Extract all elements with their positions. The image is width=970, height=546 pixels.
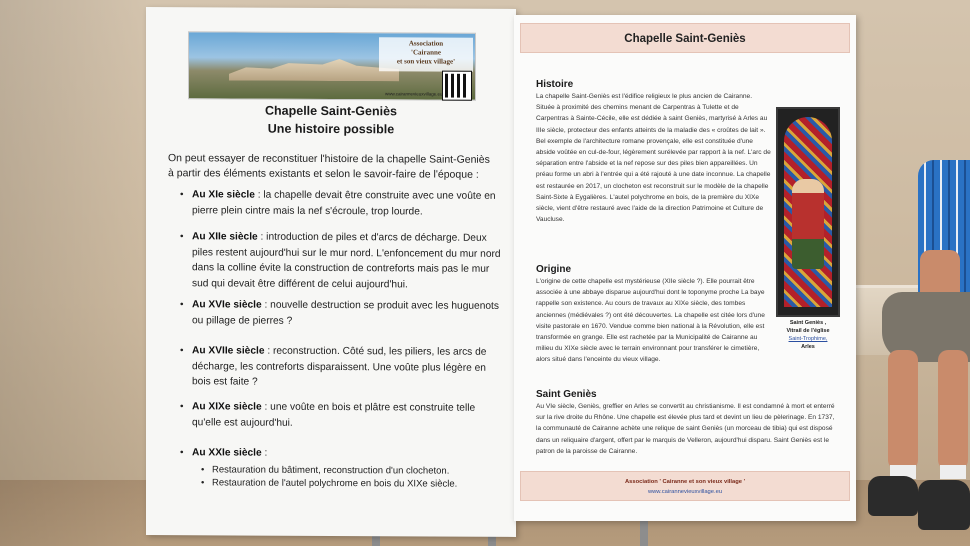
logo-line-2: 'Cairanne — [411, 48, 441, 57]
section-text-origine: L'origine de cette chapelle est mystérieuse (XIIe siècle ?). Elle pourrait être associée à une abbaye disparue aujourd'hui dont le toponyme proche La baye rappelle son existence. Au cours de travaux au XIXe siècle, des tombes anciennes (médiévales ?) ont été découvertes. La chapelle est citée lors d'une visite pastorale en 1670. Vendue comme bien national à la Révolution, elle est transformée en grange. Elle est rachetée par la Municipalité de Cairanne au milieu du XIXe siècle avec le terrain environnant pour transférer le cimetière, alors situé dans l'enceinte du vieux village. — [536, 278, 765, 364]
person-shoe-left — [868, 476, 918, 516]
person-shoe-right — [918, 480, 970, 530]
logo-line-1: Association — [408, 39, 444, 48]
association-logo — [379, 37, 473, 71]
section-title-origine: Origine — [536, 264, 572, 275]
qr-code-icon — [443, 72, 471, 100]
person-leg-right — [938, 350, 968, 470]
right-panel-header: Chapelle Saint-Geniès — [520, 23, 850, 53]
century-item-xvi — [180, 297, 502, 330]
bullet-icon: • — [180, 401, 184, 413]
caption-line-4: Arles — [801, 344, 815, 350]
section-text-saint-genies: Au VIe siècle, Geniès, greffier en Arles se convertit au christianisme. Il est condamné à mort et enterré sur la rive droite du Rhône. Une chapelle est élevée plus tard et devint un lieu de pèlerinage. En 1737, la communauté de Cairanne achète une relique de saint Geniès (un morceau de tibia) qui est disposé dans un reliquaire d'argent, offert par le marquis de Velleron, aujourd'hui disparu. Saint Geniès est le patron de la paroisse de Cairanne. — [536, 403, 835, 455]
stained-glass-photo — [776, 107, 840, 317]
panel-subtitle: Une histoire possible — [267, 121, 395, 137]
xxi-sublist — [212, 463, 502, 492]
left-panel — [146, 7, 516, 537]
section-text-histoire: La chapelle Saint-Geniès est l'édifice religieux le plus ancien de Cairanne. Située à proximité des chemins menant de Carpentras à Tulette et de Carpentras à Sainte-Cécile, elle est dédiée à saint Geniès, martyrisé à Arles au IIIe siècle, protecteur des enfants atteints de la maladie des « croûtes de lait ». Bel exemple de l'architecture romane provençale, elle est constituée d'une abside voûtée en cul-de-four, légèrement surélevée par rapport à la nef. L'arc de séparation entre l'abside et la nef repose sur des piles bien appareillées. Un préau forme un abri à l'entrée qui a été rajouté à une date inconnue. La chapelle est restaurée en 2017, un clocheton est reconstruit sur le modèle de la chapelle Saint-Sixte à Eygalières. L'autel polychrome en bois, de la première du XIXe siècle, vient d'être restauré avec l'aide de la direction Patrimoine et Culture de Vaucluse. — [536, 93, 771, 224]
saint-figure — [792, 179, 824, 269]
wall-shadow — [0, 0, 150, 546]
century-text: : introduction de piles et d'arcs de décharge. Deux piles restent aujourd'hui sur le mur nord. L'enfoncement du mur nord dans la colline évite la construction de contreforts mais pas le mur sud qui devait être différent de celui aujourd'hui. — [192, 231, 501, 290]
right-panel — [514, 15, 856, 521]
century-text: : une voûte en bois et plâtre est construite telle qu'elle est aujourd'hui. — [192, 401, 476, 429]
stained-glass-caption — [774, 319, 842, 351]
village-banner-photo — [188, 31, 476, 101]
century-label: Au XIXe siècle — [192, 401, 262, 413]
bullet-icon: • — [180, 447, 184, 459]
bullet-icon: • — [180, 345, 184, 357]
footer-url: www.cairannevieuxvillage.eu — [647, 489, 723, 495]
stand-leg-right — [640, 520, 648, 546]
list-item: • Restauration de l'autel polychrome en bois du XIXe siècle. — [212, 476, 502, 491]
century-label: Au XVIe siècle — [192, 299, 262, 311]
section-title-saint-genies: Saint Geniès — [536, 389, 597, 400]
banner-url: www.cairannevieuxvillage.eu — [385, 91, 443, 97]
century-label: Au XIe siècle — [192, 189, 255, 201]
century-item-xix — [180, 399, 502, 432]
century-text: : reconstruction. Côté sud, les piliers, les arcs de décharge, les contreforts disparaissent. Une voûte plus légère en bois est faite ? — [192, 345, 487, 388]
caption-line-2: Vitrail de l'église — [786, 328, 830, 334]
century-text: : nouvelle destruction se produit avec les huguenots ou pillage de pierres ? — [192, 299, 499, 327]
century-label: Au XIIe siècle — [192, 231, 258, 243]
century-text: : — [261, 447, 268, 459]
intro-paragraph: On peut essayer de reconstituer l'histoire de la chapelle Saint-Geniès à partir des éléments existants et selon le savoir-faire de l'époque : — [168, 152, 490, 181]
century-item-xii — [180, 229, 502, 293]
bullet-icon: • — [180, 189, 184, 201]
section-title-histoire: Histoire — [536, 79, 574, 90]
bullet-icon: • — [180, 299, 184, 311]
person-sock-right — [940, 465, 966, 479]
bullet-icon: • — [180, 231, 184, 243]
caption-line-1: Saint Geniès , — [789, 320, 827, 326]
century-item-xi — [180, 187, 502, 220]
village-silhouette — [229, 58, 399, 81]
list-item: • Restauration du bâtiment, reconstruction d'un clocheton. — [212, 463, 502, 478]
person-leg-left — [888, 350, 918, 470]
caption-line-3: Saint-Trophime, — [788, 336, 828, 342]
footer-org: Association ' Cairanne et son vieux village ' — [624, 479, 746, 485]
century-text: : la chapelle devait être construite avec une voûte en pierre plein cintre mais la nef s'écroule, trop lourde. — [192, 189, 496, 217]
panel-title: Chapelle Saint-Geniès — [265, 103, 397, 119]
century-label: Au XVIIe siècle — [192, 345, 265, 357]
century-label: Au XXIe siècle — [192, 447, 262, 459]
century-item-xxi — [180, 445, 502, 491]
logo-line-3: et son vieux village' — [396, 57, 456, 66]
century-item-xvii — [180, 343, 502, 391]
right-panel-footer — [520, 471, 850, 501]
